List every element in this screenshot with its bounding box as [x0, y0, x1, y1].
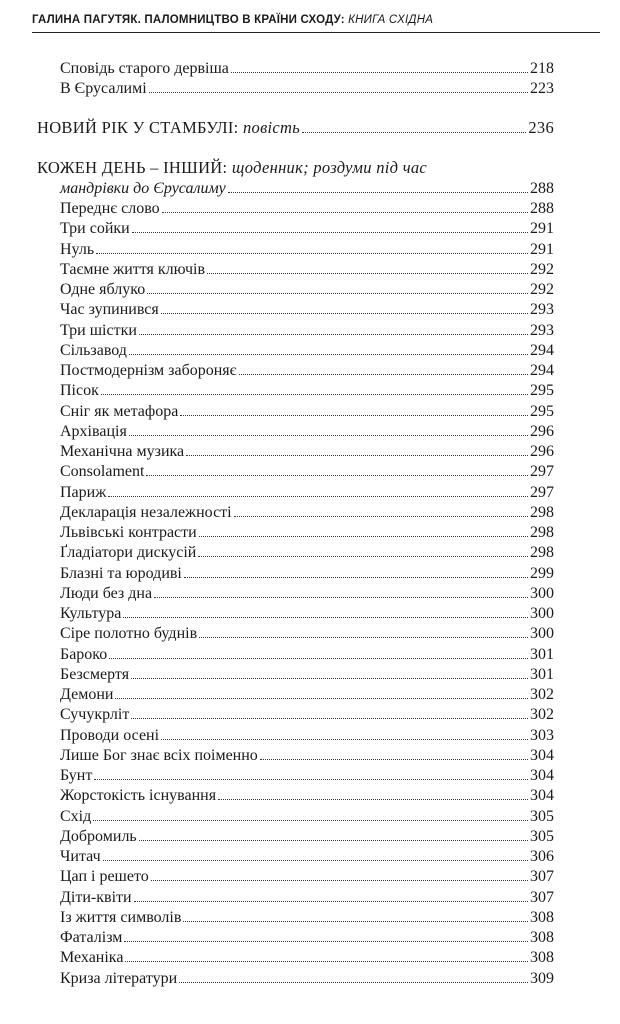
toc-entry-page: 308	[530, 908, 554, 926]
toc-entry-page: 292	[530, 281, 554, 298]
toc-entry	[60, 299, 554, 319]
toc-entry-page: 299	[530, 564, 554, 582]
toc-entry-page: 294	[530, 341, 554, 359]
toc-entry-title: Із життя символів	[60, 908, 182, 926]
toc-entry	[60, 542, 554, 562]
toc-entry-title: Три шістки	[60, 321, 137, 339]
dot-leader	[239, 360, 528, 375]
dot-leader	[199, 522, 528, 537]
toc-entry-title: Нуль	[60, 240, 95, 258]
toc-section-kozhen-den	[37, 158, 554, 178]
dot-leader	[101, 380, 528, 395]
toc-entry-page: 291	[530, 240, 554, 258]
dot-leader	[146, 461, 528, 476]
running-header	[32, 8, 600, 33]
toc-entry-page: 301	[530, 645, 554, 663]
toc-entry-title: Бунт	[60, 767, 93, 784]
toc-entry-title: Фаталізм	[60, 929, 123, 946]
toc-entry-title: Париж	[60, 483, 107, 501]
toc-entry-page: 304	[530, 787, 554, 805]
toc-entry	[60, 765, 554, 785]
dot-leader	[131, 704, 528, 719]
toc-entry-title: Демони	[60, 686, 114, 703]
toc-entry-page: 300	[530, 605, 554, 622]
toc-entry-title: Ґладіатори дискусій	[60, 544, 197, 562]
toc-entry-page: 298	[530, 524, 554, 541]
toc-section-novyi-rik	[37, 118, 554, 138]
section-subtitle: щоденник; роздуми під час	[231, 158, 428, 177]
toc-entry	[60, 441, 554, 461]
dot-leader	[199, 623, 528, 638]
toc-entry-page: 293	[530, 321, 554, 339]
toc-entry-title: Культура	[60, 605, 122, 622]
toc-entry-title: Три сойки	[60, 220, 130, 238]
toc-entry	[60, 907, 554, 927]
dot-leader	[125, 947, 528, 962]
toc-entry-page: 305	[530, 827, 554, 845]
toc-entry-page: 308	[530, 949, 554, 967]
dot-leader	[103, 846, 528, 861]
toc-entry-title: Жорстокість існування	[60, 787, 217, 805]
dot-leader	[154, 583, 528, 598]
dot-leader	[179, 968, 528, 983]
toc-entry-page: 302	[530, 686, 554, 703]
dot-leader	[147, 279, 528, 294]
dot-leader	[198, 542, 528, 557]
toc-entry-page: 295	[530, 402, 554, 420]
dot-leader	[96, 239, 528, 254]
toc-entry-page: 298	[530, 544, 554, 562]
dot-leader	[231, 58, 528, 73]
toc-entry-title: Сіре полотно буднів	[60, 625, 198, 643]
header-author: ГАЛИНА ПАГУТЯК.	[32, 14, 141, 26]
toc-entry	[60, 785, 554, 805]
dot-leader	[302, 118, 526, 133]
toc-entry	[60, 887, 554, 907]
toc-entry	[60, 947, 554, 967]
toc-entry-page: 300	[530, 584, 554, 602]
toc-entry-page: 308	[530, 929, 554, 946]
dot-leader	[129, 421, 528, 436]
section-page: 236	[528, 118, 554, 137]
dot-leader	[161, 299, 528, 314]
toc-entry-title: Лише Бог знає всіх поіменно	[60, 746, 258, 764]
toc-entry-page: 302	[530, 706, 554, 724]
toc-entry-title: Безсмертя	[60, 665, 130, 683]
toc-entry-title: Постмодернізм забороняє	[60, 362, 237, 379]
toc-entry-page: 218	[530, 60, 554, 77]
toc-entry	[60, 58, 554, 78]
dot-leader	[162, 198, 528, 213]
toc-entry-page: 296	[530, 443, 554, 460]
toc-section-continuation	[60, 178, 554, 198]
dot-leader	[108, 482, 528, 497]
toc-entry	[60, 583, 554, 603]
toc-entry	[60, 968, 554, 988]
toc-entry-title: Таємне життя ключів	[60, 260, 206, 278]
section-subtitle: повість	[242, 118, 301, 137]
toc-entry	[60, 745, 554, 765]
toc-entry	[60, 725, 554, 745]
toc-entry-title: Механічна музика	[60, 443, 185, 460]
dot-leader	[129, 340, 528, 355]
toc-entry-title: Архівація	[60, 422, 127, 440]
toc-entry	[60, 522, 554, 542]
toc-entry-title: Сільзавод	[60, 341, 127, 359]
toc-entry-page: 295	[530, 382, 554, 400]
toc-entry-page: 223	[530, 80, 554, 97]
toc-entry	[60, 927, 554, 947]
toc-entry	[60, 421, 554, 441]
toc-entry	[60, 360, 554, 380]
section-title: НОВИЙ РІК У СТАМБУЛІ: повість	[37, 118, 301, 137]
dot-leader	[260, 745, 528, 760]
dot-leader	[124, 927, 528, 942]
toc-entry	[60, 259, 554, 279]
toc-entry-page: 303	[530, 726, 554, 744]
dot-leader	[131, 664, 528, 679]
toc-entry-page: 291	[530, 220, 554, 238]
dot-leader	[149, 78, 528, 93]
toc-entry-title: Криза літератури	[60, 969, 178, 987]
dot-leader	[183, 907, 528, 922]
dot-leader	[134, 887, 528, 902]
toc-entry	[60, 198, 554, 218]
toc-entry-title: Бароко	[60, 645, 108, 663]
toc-entry	[60, 563, 554, 583]
section-page: 288	[530, 180, 554, 197]
toc-entry	[60, 401, 554, 421]
header-book: КНИГА СХІДНА	[348, 14, 434, 26]
toc-entry	[60, 380, 554, 400]
toc-entry	[60, 684, 554, 704]
toc-entry	[60, 461, 554, 481]
section-subtitle-line2: мандрівки до Єрусалиму	[60, 180, 226, 197]
toc-entry	[60, 482, 554, 502]
toc-entry-page: 296	[530, 422, 554, 440]
toc-entry	[60, 644, 554, 664]
toc-entry-page: 300	[530, 625, 554, 643]
toc-entry	[60, 239, 554, 259]
toc-entry-page: 293	[530, 301, 554, 319]
toc-entry-page: 294	[530, 362, 554, 379]
toc-entry-page: 304	[530, 767, 554, 784]
toc-entry-page: 292	[530, 260, 554, 278]
toc-entry	[60, 502, 554, 522]
toc-entry-title: Час зупинився	[60, 301, 159, 319]
toc-entry-page: 304	[530, 746, 554, 764]
toc-entry-page: 301	[530, 665, 554, 683]
toc-entry-page: 309	[530, 969, 554, 987]
toc-entry-title: Люди без дна	[60, 584, 153, 602]
toc-entry-title: Проводи осені	[60, 726, 160, 744]
toc-entry-title: Львівські контрасти	[60, 524, 197, 541]
toc-entry	[60, 218, 554, 238]
section-title: КОЖЕН ДЕНЬ – ІНШИЙ: щоденник; роздуми під час	[37, 158, 428, 177]
toc-entry	[60, 664, 554, 684]
toc-entry-title: В Єрусалимі	[60, 80, 147, 97]
toc-entry	[60, 866, 554, 886]
toc-entry-title: Цап і решето	[60, 868, 149, 886]
toc-entry-page: 298	[530, 503, 554, 521]
toc-entry-page: 297	[530, 463, 554, 481]
toc-entry-title: Схід	[60, 807, 92, 825]
toc-entry-title: Сучукрліт	[60, 706, 130, 724]
toc-entry-title: Сповідь старого дервіша	[60, 60, 229, 77]
toc-entry-title: Переднє слово	[60, 200, 160, 217]
dot-leader	[109, 644, 528, 659]
toc-entry-title: Пісок	[60, 382, 99, 400]
dot-leader	[132, 218, 528, 233]
dot-leader	[139, 320, 528, 335]
toc-entry-page: 297	[530, 483, 554, 501]
dot-leader	[180, 401, 528, 416]
dot-leader	[184, 563, 528, 578]
dot-leader	[207, 259, 528, 274]
toc-entry-page: 288	[530, 200, 554, 217]
toc-entry-page: 305	[530, 807, 554, 825]
toc-entry-title: Блазні та юродиві	[60, 564, 182, 582]
toc-entry-title: Одне яблуко	[60, 281, 146, 298]
toc-entry-title: Механіка	[60, 949, 124, 967]
toc-entry-title: Добромиль	[60, 827, 137, 845]
dot-leader	[94, 765, 528, 780]
dot-leader	[234, 502, 528, 517]
header-title: ПАЛОМНИЦТВО В КРАЇНИ СХОДУ:	[144, 14, 345, 26]
dot-leader	[161, 725, 528, 740]
dot-leader	[218, 785, 528, 800]
dot-leader	[228, 178, 528, 193]
dot-leader	[151, 866, 528, 881]
toc-entry	[60, 806, 554, 826]
toc-entry-title: Читач	[60, 848, 101, 865]
dot-leader	[93, 806, 528, 821]
toc-entry	[60, 603, 554, 623]
toc-entry	[60, 846, 554, 866]
toc-entry	[60, 279, 554, 299]
toc-entry-page: 307	[530, 888, 554, 906]
dot-leader	[186, 441, 528, 456]
toc-entry-page: 307	[530, 868, 554, 886]
toc-entry	[60, 340, 554, 360]
dot-leader	[139, 826, 528, 841]
dot-leader	[115, 684, 528, 699]
dot-leader	[123, 603, 528, 618]
toc-entry-title: Декларація незалежності	[60, 503, 232, 521]
toc-entry-title: Сніг як метафора	[60, 402, 179, 420]
toc-entry-title: Consolament	[60, 463, 145, 481]
toc-entry	[60, 78, 554, 98]
toc-entry-page: 306	[530, 848, 554, 865]
toc-entry	[60, 320, 554, 340]
toc-entry-title: Діти-квіти	[60, 888, 132, 906]
toc-entry	[60, 623, 554, 643]
toc-entry	[60, 704, 554, 724]
toc-entry	[60, 826, 554, 846]
